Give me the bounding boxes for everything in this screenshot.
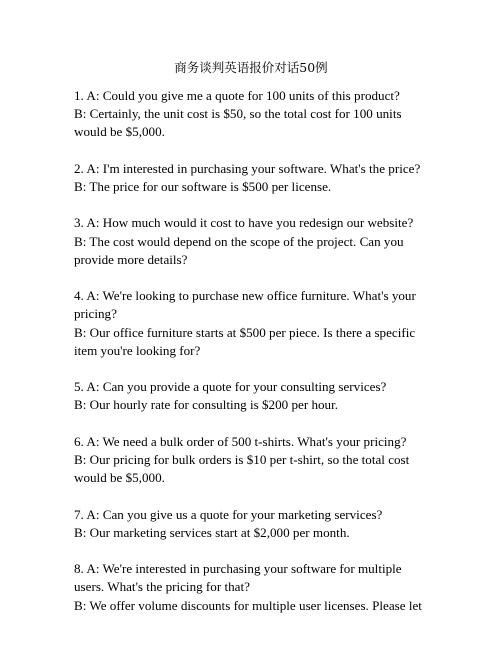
- dialogue-question: 3. A: How much would it cost to have you redesign our website?: [74, 215, 414, 231]
- dialogue-answer: B: The price for our software is $500 per license.: [74, 179, 332, 194]
- dialogue-question: 1. A: Could you give me a quote for 100 units of this product?: [74, 88, 400, 103]
- dialogue-question: 7. A: Can you give us a quote for your marketing services?: [74, 506, 383, 522]
- dialogue-question: 2. A: I'm interested in purchasing your software. What's the price?: [74, 160, 421, 176]
- dialogue-entry: [74, 287, 434, 360]
- dialogue-question: 6. A: We need a bulk order of 500 t-shirts. What's your pricing?: [74, 433, 407, 449]
- dialogue-entry: [74, 506, 434, 542]
- dialogue-entry: [74, 378, 434, 414]
- dialogue-question: 5. A: Can you provide a quote for your consulting services?: [74, 379, 387, 395]
- dialogue-answer: B: The cost would depend on the scope of the project. Can you provide more details?: [74, 233, 404, 267]
- dialogue-entry: [74, 433, 434, 488]
- document-title: 商务谈判英语报价对话50例: [174, 60, 328, 75]
- dialogue-entry: [74, 160, 434, 196]
- dialogue-answer: B: Our office furniture starts at $500 per piece. Is there a specific item you're looking for?: [74, 324, 416, 358]
- dialogue-answer: B: Our hourly rate for consulting is $200 per hour.: [74, 397, 339, 413]
- dialogue-answer: B: Our pricing for bulk orders is $10 per t-shirt, so the total cost would be $5,000.: [74, 451, 410, 486]
- dialogue-answer: B: We offer volume discounts for multiple user licenses. Please let: [74, 597, 422, 613]
- dialogue-answer: B: Certainly, the unit cost is $50, so the total cost for 100 units would be $5,000.: [74, 106, 402, 140]
- dialogue-list: [74, 87, 434, 633]
- dialogue-entry: [74, 560, 434, 615]
- dialogue-question: 4. A: We're looking to purchase new office furniture. What's your pricing?: [74, 288, 416, 322]
- dialogue-entry: [74, 214, 434, 269]
- dialogue-entry: [74, 87, 434, 142]
- dialogue-answer: B: Our marketing services start at $2,000 per month.: [74, 524, 350, 540]
- dialogue-question: 8. A: We're interested in purchasing your software for multiple users. What's the pricing for that?: [74, 561, 402, 595]
